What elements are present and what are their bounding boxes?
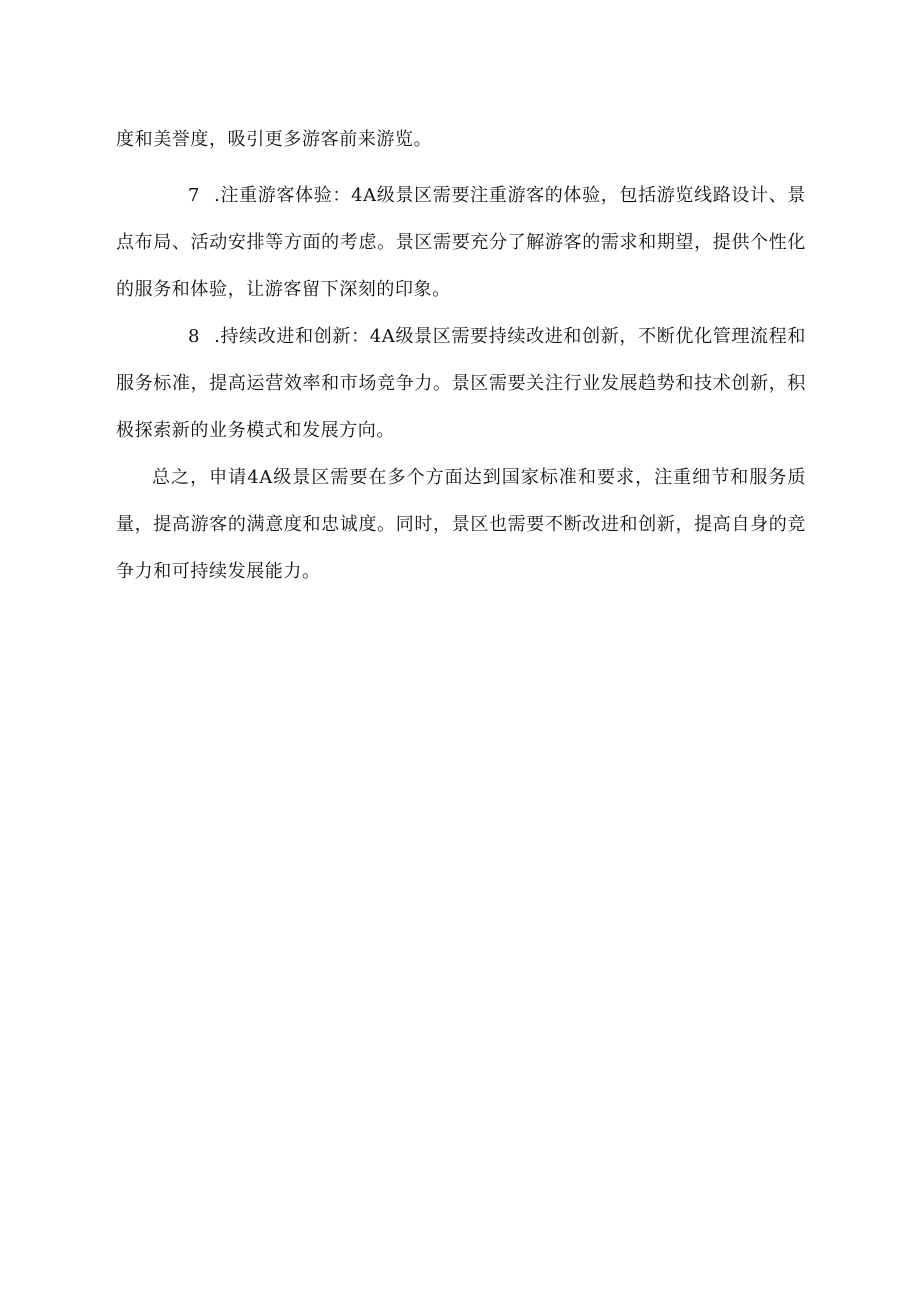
paragraph-text: .注重游客体验：4A级景区需要注重游客的体验，包括游览线路设计、景点布局、活动安排等方面的考虑。景区需要充分了解游客的需求和期望，提供个性化的服务和体验，让游客留下深刻的印象。 bbox=[116, 185, 806, 300]
list-number: 8 bbox=[188, 326, 201, 347]
paragraph-text: 度和美誉度，吸引更多游客前来游览。 bbox=[116, 129, 433, 150]
paragraph-continuation bbox=[116, 116, 806, 163]
paragraph-summary bbox=[116, 454, 806, 595]
list-number: 7 bbox=[188, 185, 201, 206]
document-body bbox=[116, 116, 806, 595]
paragraph-text: 总之，申请4A级景区需要在多个方面达到国家标准和要求，注重细节和服务质量，提高游客的满意度和忠诚度。同时，景区也需要不断改进和创新，提高自身的竞争力和可持续发展能力。 bbox=[116, 467, 806, 582]
paragraph-item-8 bbox=[116, 313, 806, 454]
paragraph-text: .持续改进和创新：4A级景区需要持续改进和创新，不断优化管理流程和服务标准，提高运营效率和市场竞争力。景区需要关注行业发展趋势和技术创新，积极探索新的业务模式和发展方向。 bbox=[116, 326, 806, 441]
paragraph-item-7 bbox=[116, 172, 806, 313]
